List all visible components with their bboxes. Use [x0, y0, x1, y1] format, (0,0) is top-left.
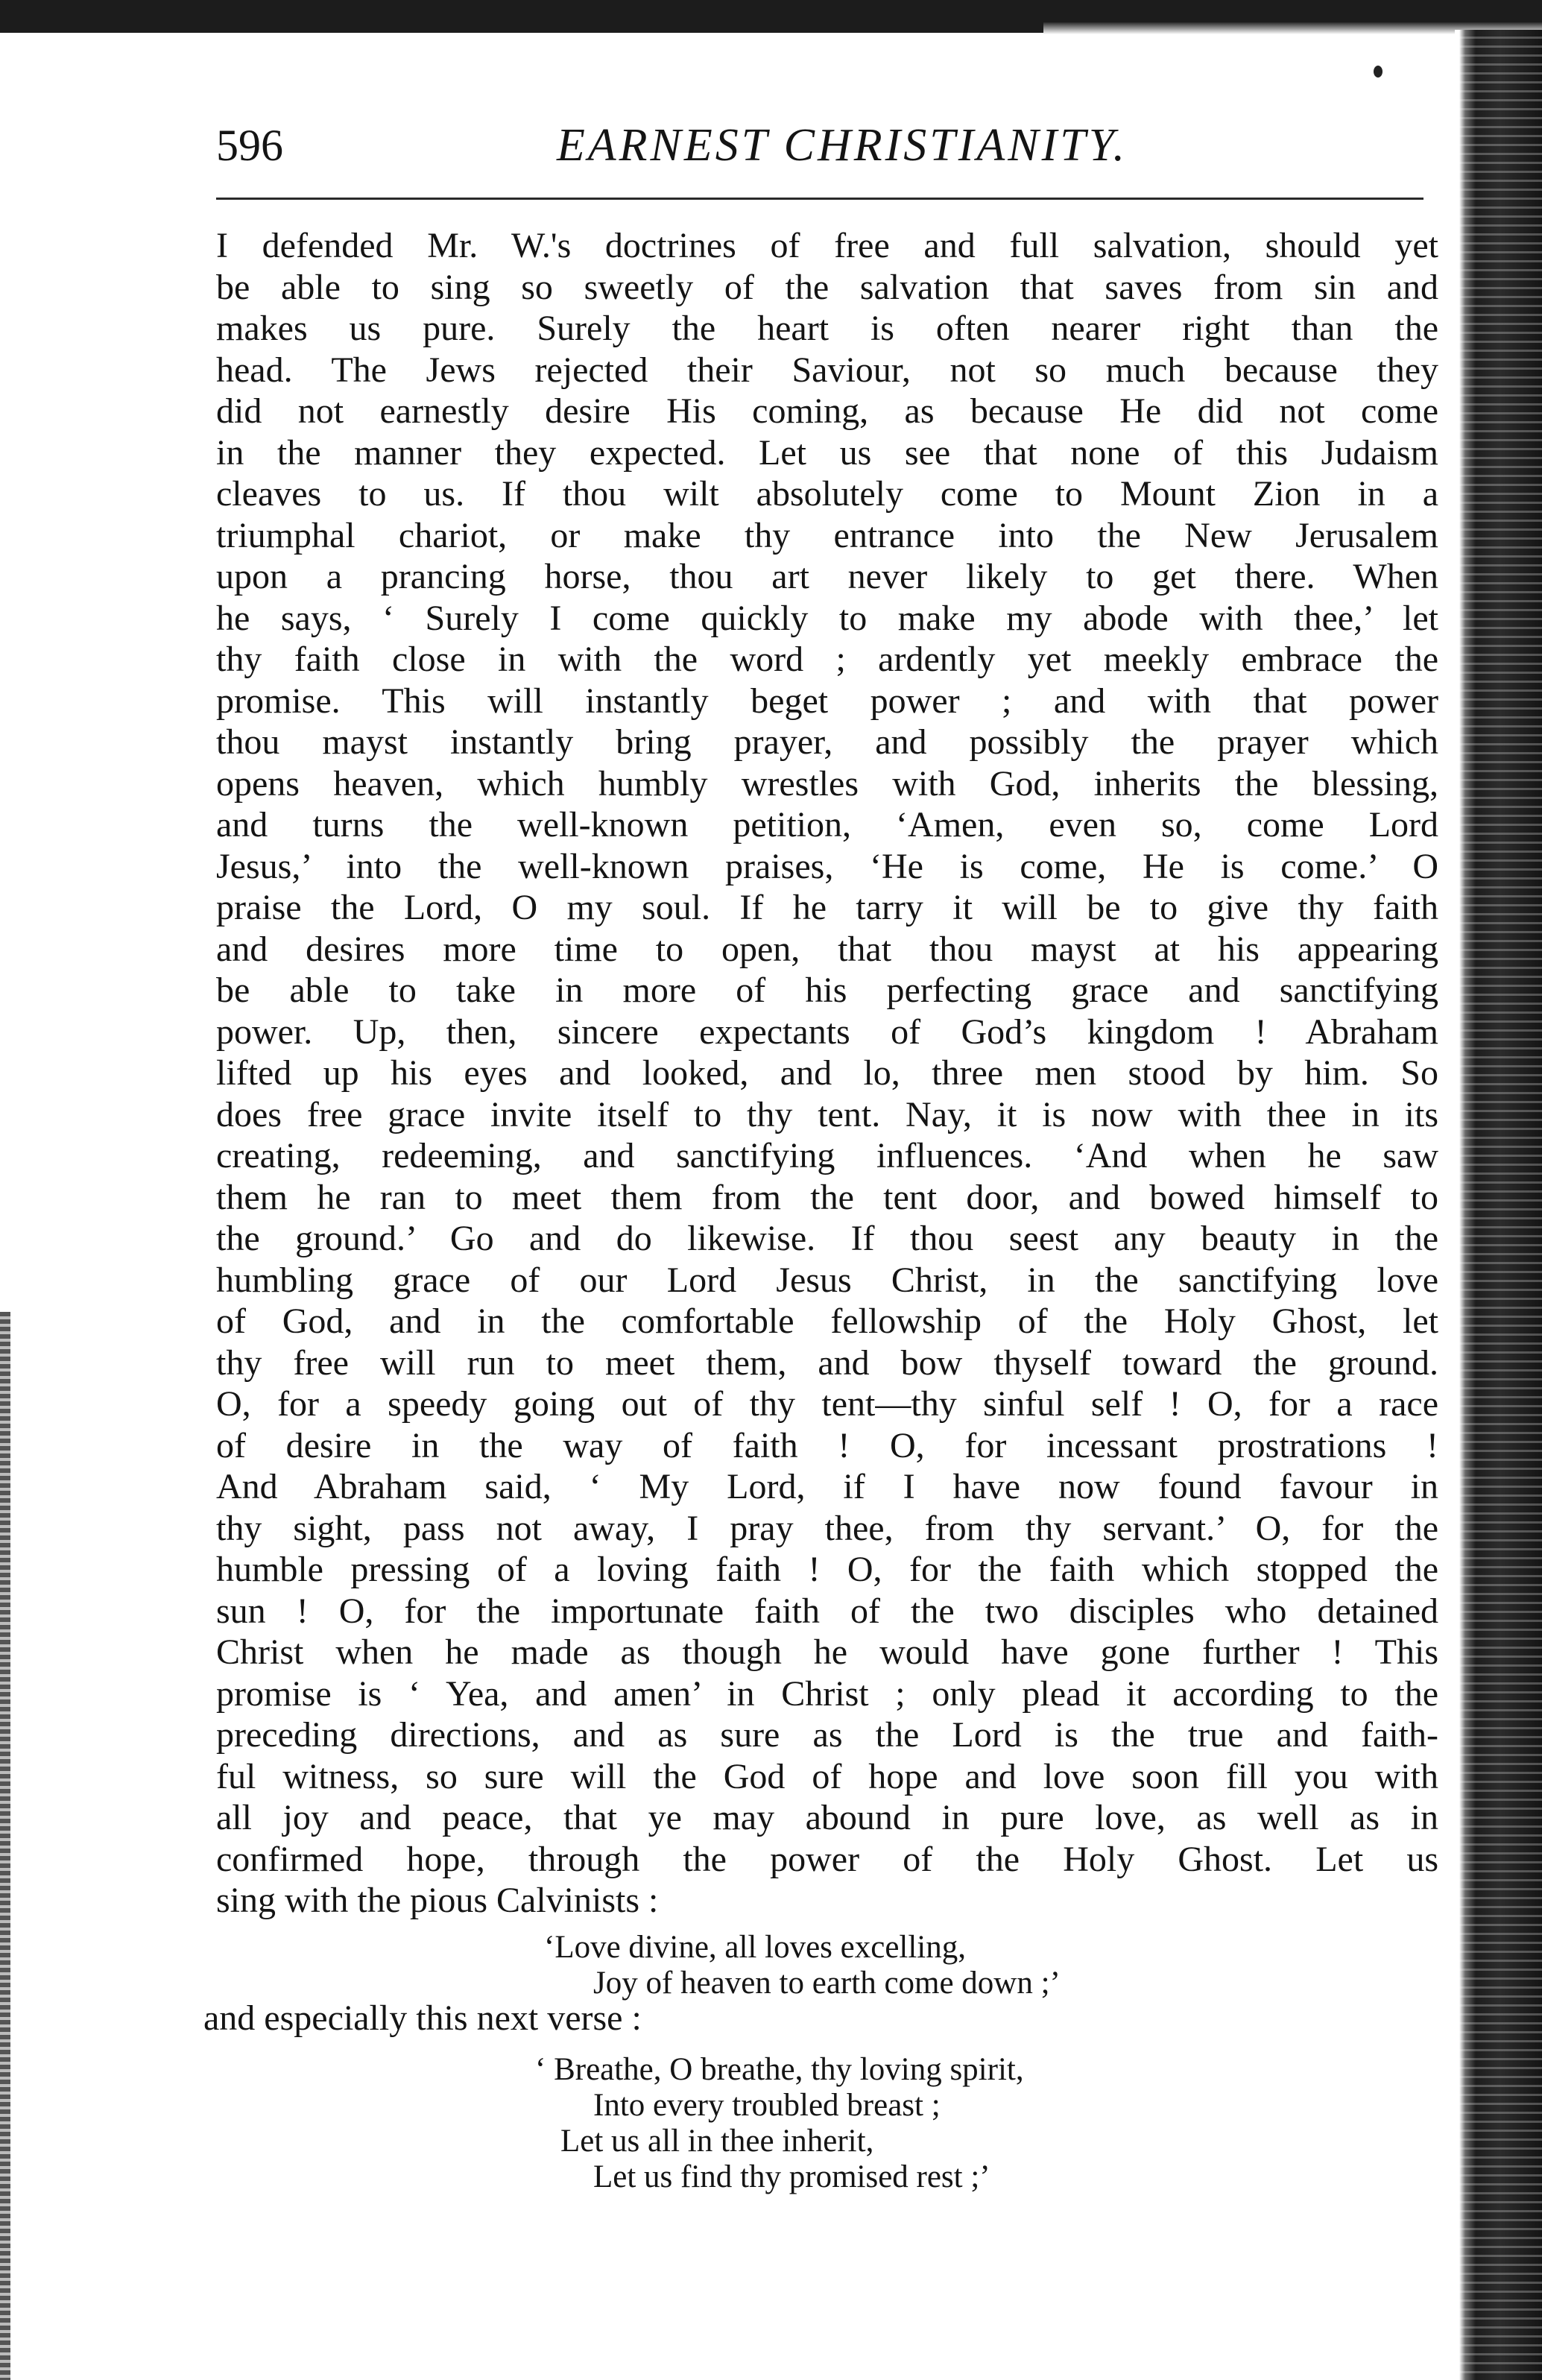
text-line: be able to take in more of his perfecting grace and sanctifying: [216, 970, 1438, 1010]
text-line: ful witness, so sure will the God of hope and love soon fill you with: [216, 1756, 1438, 1796]
text-line: all joy and peace, that ye may abound in pure love, as well as in: [216, 1798, 1438, 1837]
verse-line: Let us all in thee inherit,: [560, 2124, 874, 2159]
running-title: EARNEST CHRISTIANITY.: [556, 120, 1128, 171]
text-line: triumphal chariot, or make thy entrance into the New Jerusalem: [216, 515, 1438, 555]
text-line: he says, ‘ Surely I come quickly to make my abode with thee,’ let: [216, 598, 1438, 638]
text-line: confirmed hope, through the power of the Holy Ghost. Let us: [216, 1839, 1438, 1879]
text-line: promise is ‘ Yea, and amen’ in Christ ; only plead it according to the: [216, 1673, 1438, 1714]
text-line: them he ran to meet them from the tent door, and bowed himself to: [216, 1177, 1438, 1217]
text-line: and turns the well-known petition, ‘Amen, even so, come Lord: [216, 805, 1438, 845]
text-line: And Abraham said, ‘ My Lord, if I have now found favour in: [216, 1467, 1438, 1506]
verse-line: ‘ Breathe, O breathe, thy loving spirit,: [535, 2052, 1024, 2087]
text-line: in the manner they expected. Let us see that none of this Judaism: [216, 432, 1438, 473]
text-line: Christ when he made as though he would have gone further ! This: [216, 1632, 1438, 1672]
text-line: makes us pure. Surely the heart is often nearer right than the: [216, 309, 1438, 348]
ink-speck: [1374, 66, 1383, 78]
verse-line: Joy of heaven to earth come down ;’: [593, 1966, 1061, 2001]
verse-line: Into every troubled breast ;: [593, 2088, 941, 2123]
text-line: of God, and in the comfortable fellowship of the Holy Ghost, let: [216, 1301, 1438, 1341]
text-line: sun ! O, for the importunate faith of the two disciples who detained: [216, 1591, 1438, 1631]
text-line: thou mayst instantly bring prayer, and possibly the prayer which: [216, 722, 1438, 762]
text-line: did not earnestly desire His coming, as because He did not come: [216, 391, 1438, 431]
body-paragraph: [216, 225, 1438, 1922]
scan-binding-edge: [1455, 30, 1542, 2380]
text-line: I defended Mr. W.'s doctrines of free and full salvation, should yet: [216, 226, 1438, 265]
verse-line: ‘Love divine, all loves excelling,: [544, 1930, 966, 1965]
scan-top-border: [0, 0, 1542, 33]
text-line: humbling grace of our Lord Jesus Christ, in the sanctifying love: [216, 1260, 1438, 1300]
text-line: creating, redeeming, and sanctifying influences. ‘And when he saw: [216, 1136, 1438, 1175]
text-line: power. Up, then, sincere expectants of God’s kingdom ! Abraham: [216, 1011, 1438, 1052]
text-line: thy sight, pass not away, I pray thee, from thy servant.’ O, for the: [216, 1508, 1438, 1548]
text-line: and desires more time to open, that thou mayst at his appearing: [216, 929, 1438, 969]
text-line: opens heaven, which humbly wrestles with God, inherits the blessing,: [216, 763, 1438, 804]
text-line: does free grace invite itself to thy tent. Nay, it is now with thee in its: [216, 1094, 1438, 1134]
text-line: humble pressing of a loving faith ! O, for the faith which stopped the: [216, 1550, 1438, 1589]
text-line: cleaves to us. If thou wilt absolutely come to Mount Zion in a: [216, 474, 1438, 514]
text-line: the ground.’ Go and do likewise. If thou seest any beauty in the: [216, 1219, 1438, 1258]
text-line: thy faith close in with the word ; ardently yet meekly embrace the: [216, 640, 1438, 679]
transition-line: and especially this next verse :: [203, 1998, 642, 2038]
text-line: of desire in the way of faith ! O, for incessant prostrations !: [216, 1425, 1438, 1465]
text-line: Jesus,’ into the well-known praises, ‘He is come, He is come.’ O: [216, 846, 1438, 886]
text-line: upon a prancing horse, thou art never likely to get there. When: [216, 557, 1438, 596]
text-line: sing with the pious Calvinists :: [216, 1881, 659, 1920]
text-line: be able to sing so sweetly of the salvation that saves from sin and: [216, 267, 1438, 307]
text-line: promise. This will instantly beget power ; and with that power: [216, 681, 1438, 721]
text-line: O, for a speedy going out of thy tent—thy sinful self ! O, for a race: [216, 1384, 1438, 1424]
page-number: 596: [216, 121, 283, 170]
text-line: head. The Jews rejected their Saviour, not so much because they: [216, 350, 1438, 390]
text-line: thy free will run to meet them, and bow thyself toward the ground.: [216, 1342, 1438, 1383]
scan-left-edge: [0, 1312, 10, 2380]
text-line: preceding directions, and as sure as the Lord is the true and faith-: [216, 1715, 1438, 1755]
verse-line: Let us find thy promised rest ;’: [593, 2159, 990, 2194]
text-line: lifted up his eyes and looked, and lo, three men stood by him. So: [216, 1053, 1438, 1093]
header-rule: [216, 198, 1423, 200]
text-line: praise the Lord, O my soul. If he tarry it will be to give thy faith: [216, 888, 1438, 927]
page-header: [216, 112, 1423, 179]
